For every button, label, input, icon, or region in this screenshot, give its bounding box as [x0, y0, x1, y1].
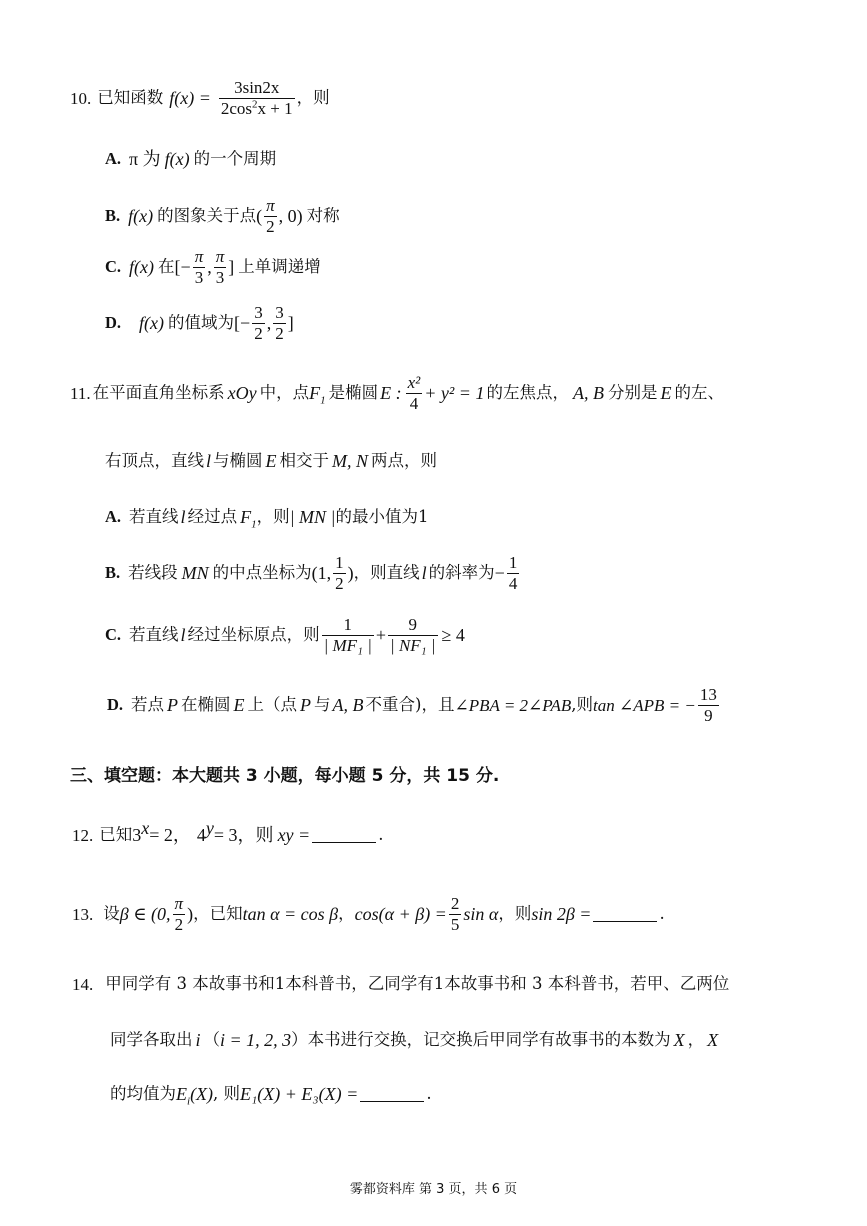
option-label: A.	[105, 148, 122, 168]
q14-line3: 的均值为 $E_i(X)$ , 则 E₁(X) + E₃(X) = .	[110, 1083, 432, 1108]
q10-stem-post: ，则	[296, 87, 330, 107]
page-footer: 雾都资料库 第 3 页，共 6 页	[349, 1182, 518, 1197]
option-label: D.	[105, 312, 122, 332]
q10-option-a: A. π 为 f(x) 的一个周期	[105, 148, 277, 169]
fraction: $\frac{1}{2}$	[335, 553, 344, 593]
fraction: $\frac{\pi}{3}$	[215, 247, 225, 287]
q11-option-d: D. 若点 P 在椭圆 E 上（点 P 与 A, B 不重合)，且 ∠PBA = 2∠PAB ,则 tan ∠APB = − $\frac{13}{9}$	[107, 685, 717, 725]
answer-blank[interactable]	[593, 907, 657, 922]
section-3-heading: 三、填空题：本大题共 3 小题，每小题 5 分，共 15 分.	[70, 766, 500, 786]
q10-stem	[70, 78, 330, 118]
answer-blank[interactable]	[360, 1087, 424, 1102]
q11-stem-line1: 11. 在平面直角坐标系 xOy 中，点 $F_1$ 是椭圆 E : $\frac{\text{x²}}{4}$ + y² = 1 的左焦点， A, B 分别是 E 的左、	[70, 373, 724, 413]
fraction: $\frac{\pi}{2}$	[266, 196, 275, 236]
q10-number: 10.	[70, 88, 92, 108]
q10-option-c: C. f(x) 在 [− $\frac{\pi}{3}$ , $\frac{\pi}{3}$ ] 上单调递增	[105, 247, 321, 287]
q11-stem-line2: 右顶点，直线 l 与椭圆 E 相交于 M, N 两点，则	[105, 450, 438, 471]
option-label: B.	[105, 205, 121, 225]
q10-fx: f(x) =	[169, 88, 211, 109]
fraction: $\frac{3}{2}$	[254, 303, 263, 343]
q13: 13. 设 β ∈ (0, $\frac{\pi}{2}$ ) ，已知 tan α = cos β ， cos(α + β) = $\frac{2}{5}$ sin α ，则 sin 2β = .	[72, 894, 665, 934]
fraction: $\frac{\pi}{2}$	[174, 894, 184, 934]
fraction: $\frac{9}{\text{| NF₁ |}}$	[390, 615, 436, 655]
fraction: $\frac{3}{2}$	[275, 303, 284, 343]
answer-blank[interactable]	[312, 828, 376, 843]
q14-line1: 14. 甲同学有 3 本故事书和1本科普书，乙同学有1本故事书和 3 本科普书，若甲、乙两位	[72, 974, 730, 994]
q11-option-b: B. 若线段 MN 的中点坐标为 (1, $\frac{1}{2}$ ) ，则直线 l 的斜率为 − $\frac{1}{4}$	[105, 553, 518, 593]
q10-option-d: D. f(x) 的值域为 [− $\frac{3}{2}$ , $\frac{3}{2}$ ]	[105, 303, 294, 343]
fraction: $\frac{2}{5}$	[450, 894, 460, 934]
fraction: $\frac{\text{x²}}{4}$	[407, 373, 421, 413]
q12: 12. 已知 3$^x$ = 2， 4$^y$ = 3，则 xy = .	[72, 818, 384, 845]
fraction: $\frac{\pi}{3}$	[194, 247, 204, 287]
q10-frac-den: $2\cos^2x + 1$	[220, 97, 293, 118]
q10-stem-pre: 已知函数	[97, 87, 164, 107]
fraction: $\frac{1}{4}$	[508, 553, 518, 593]
q10-fraction	[219, 78, 295, 118]
q14-line2: 同学各取出 i （ i = 1, 2, 3 ）本书进行交换，记交换后甲同学有故事书的本数为 X ， X	[110, 1029, 719, 1050]
q11-number: 11.	[70, 383, 91, 403]
q10-option-b: B. f(x) 的图象关于点 ( $\frac{\pi}{2}$ , 0) 对称	[105, 196, 340, 236]
fraction: $\frac{1}{\text{| MF₁ |}}$	[323, 615, 372, 655]
fraction: $\frac{13}{9}$	[699, 685, 717, 725]
q11-option-c: C. 若直线 l 经过坐标原点，则 $\frac{1}{\text{| MF₁ |}}$ + $\frac{9}{\text{| NF₁ |}}$ ≥ 4	[105, 615, 465, 655]
q10-frac-num: 3sin2x	[234, 78, 280, 97]
option-label: C.	[105, 256, 122, 276]
q11-option-a: A. 若直线 l 经过点 $F_1$ ，则 | MN | 的最小值为1	[105, 506, 429, 531]
